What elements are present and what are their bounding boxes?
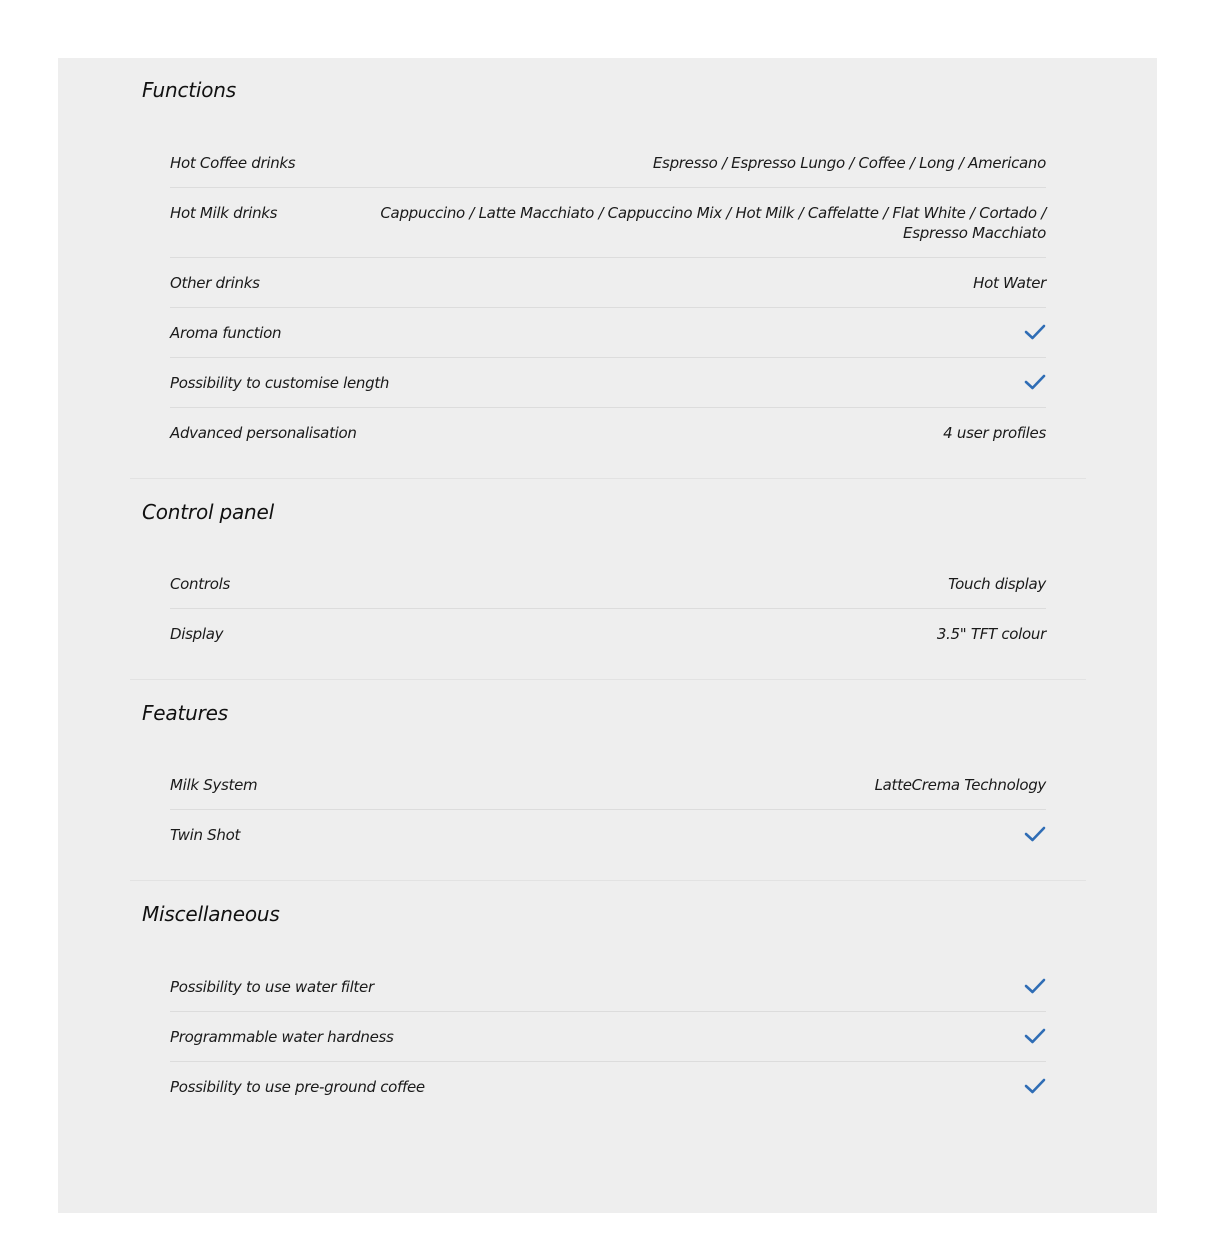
spec-row-pre-ground-coffee (170, 1062, 1046, 1112)
spec-row-controls (170, 559, 1046, 609)
spec-row-aroma-function (170, 308, 1046, 358)
spec-list (170, 138, 1046, 458)
spec-row-twin-shot (170, 810, 1046, 860)
section-divider (130, 679, 1086, 680)
spec-value: Cappuccino / Latte Macchiato / Cappuccino Mix / Hot Milk / Caffelatte / Flat White / Cortado / Espresso Macchiato (380, 204, 1046, 242)
check-icon (1024, 976, 1046, 996)
spec-label: Possibility to customise length (170, 374, 390, 392)
spec-label: Hot Coffee drinks (170, 154, 296, 172)
spec-row-milk-system (170, 760, 1046, 810)
check-icon (1024, 322, 1046, 342)
spec-label: Controls (170, 575, 230, 593)
spec-value: Hot Water (973, 274, 1046, 292)
section-divider (130, 478, 1086, 479)
spec-label: Possibility to use pre-ground coffee (170, 1078, 425, 1096)
check-icon (1024, 1076, 1046, 1096)
check-icon (1024, 1026, 1046, 1046)
spec-row-display (170, 609, 1046, 659)
spec-row-hot-milk-drinks (170, 188, 1046, 258)
spec-list (170, 559, 1046, 659)
section-divider (130, 880, 1086, 881)
section-title: Miscellaneous (142, 902, 280, 926)
spec-row-customise-length (170, 358, 1046, 408)
spec-label: Aroma function (170, 324, 282, 342)
spec-row-advanced-personalisation (170, 408, 1046, 458)
spec-label: Twin Shot (170, 826, 241, 844)
spec-label: Milk System (170, 776, 258, 794)
section-title: Control panel (142, 500, 274, 524)
spec-list (170, 760, 1046, 860)
spec-value: LatteCrema Technology (874, 776, 1046, 794)
spec-value: Touch display (948, 575, 1046, 593)
section-title: Functions (142, 78, 236, 102)
spec-row-water-hardness (170, 1012, 1046, 1062)
spec-label: Possibility to use water filter (170, 978, 374, 996)
spec-row-hot-coffee-drinks (170, 138, 1046, 188)
spec-label: Display (170, 625, 224, 643)
spec-value: Espresso / Espresso Lungo / Coffee / Long / Americano (652, 154, 1046, 172)
spec-label: Other drinks (170, 274, 260, 292)
spec-list (170, 962, 1046, 1112)
spec-label: Advanced personalisation (170, 424, 357, 442)
check-icon (1024, 372, 1046, 392)
spec-value: 4 user profiles (943, 424, 1046, 442)
spec-value: 3.5" TFT colour (936, 625, 1046, 643)
specifications-panel (58, 58, 1157, 1213)
spec-row-water-filter (170, 962, 1046, 1012)
check-icon (1024, 824, 1046, 844)
spec-row-other-drinks (170, 258, 1046, 308)
spec-label: Hot Milk drinks (170, 204, 278, 222)
spec-label: Programmable water hardness (170, 1028, 394, 1046)
section-title: Features (142, 701, 228, 725)
